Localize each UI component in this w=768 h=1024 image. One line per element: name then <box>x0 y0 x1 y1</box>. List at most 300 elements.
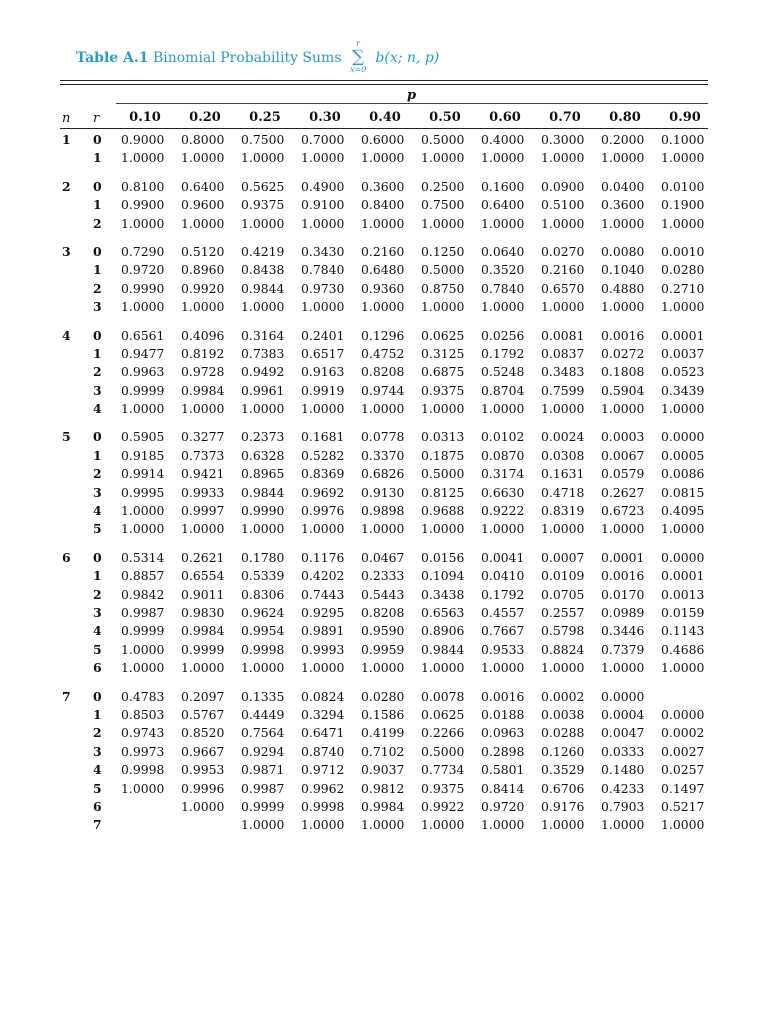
table-row <box>0 149 768 167</box>
probability-cell: 0.5217 <box>661 798 705 814</box>
probability-cell: 0.8369 <box>301 466 345 482</box>
probability-cell: 0.9999 <box>181 641 225 657</box>
n-value: 2 <box>62 178 71 194</box>
r-value: 6 <box>93 798 102 814</box>
table-title <box>76 39 440 74</box>
probability-cell: 0.8414 <box>481 780 525 796</box>
table-row <box>0 798 768 816</box>
probability-cell: 0.9624 <box>241 604 285 620</box>
table-row <box>0 816 768 834</box>
p-value-header: 0.50 <box>429 110 461 125</box>
probability-cell: 1.0000 <box>241 521 285 537</box>
header-rule <box>60 128 708 129</box>
probability-cell: 0.6517 <box>301 345 345 361</box>
table-row <box>0 586 768 604</box>
r-value: 4 <box>93 401 102 417</box>
probability-cell: 0.8750 <box>421 280 465 296</box>
probability-cell: 0.1900 <box>661 197 705 213</box>
table-row <box>0 743 768 761</box>
probability-cell: 0.1780 <box>241 549 285 565</box>
table-row <box>0 484 768 502</box>
r-value: 0 <box>93 132 102 147</box>
r-value: 4 <box>93 762 102 778</box>
probability-cell: 0.5314 <box>121 549 165 565</box>
table-group-n7 <box>0 688 768 835</box>
table-row <box>0 400 768 418</box>
p-value-header: 0.20 <box>189 110 221 125</box>
r-value: 7 <box>93 817 102 833</box>
n-value: 5 <box>62 429 71 445</box>
probability-cell: 0.4219 <box>241 243 285 259</box>
probability-cell: 1.0000 <box>421 150 465 166</box>
table-row <box>0 641 768 659</box>
probability-cell: 1.0000 <box>121 150 165 166</box>
probability-cell: 0.9962 <box>301 780 345 796</box>
probability-cell: 0.1000 <box>661 132 705 147</box>
probability-cell: 0.9185 <box>121 447 165 463</box>
probability-cell: 0.9421 <box>181 466 225 482</box>
probability-cell: 1.0000 <box>541 215 585 231</box>
r-value: 3 <box>93 604 102 620</box>
n-value: 7 <box>62 688 71 704</box>
probability-cell: 0.0989 <box>601 604 645 620</box>
probability-cell: 0.4449 <box>241 706 285 722</box>
probability-cell: 0.0047 <box>601 725 645 741</box>
probability-cell: 0.1586 <box>361 706 405 722</box>
probability-cell: 0.9295 <box>301 604 345 620</box>
probability-cell: 0.9919 <box>301 382 345 398</box>
probability-cell: 0.0837 <box>541 345 585 361</box>
probability-cell: 1.0000 <box>361 215 405 231</box>
probability-cell: 0.9933 <box>181 484 225 500</box>
probability-cell: 0.1176 <box>301 549 345 565</box>
r-value: 0 <box>93 549 102 565</box>
table-title-text: Binomial Probability Sums <box>152 50 342 66</box>
probability-cell: 0.7383 <box>241 345 285 361</box>
probability-cell: 0.1497 <box>661 780 705 796</box>
probability-cell: 0.3520 <box>481 262 525 278</box>
probability-cell: 0.4199 <box>361 725 405 741</box>
probability-cell: 0.7102 <box>361 743 405 759</box>
probability-cell: 0.6400 <box>181 178 225 194</box>
p-value-header: 0.40 <box>369 110 401 125</box>
probability-cell: 0.0067 <box>601 447 645 463</box>
probability-cell: 0.1296 <box>361 327 405 343</box>
probability-cell: 0.0270 <box>541 243 585 259</box>
probability-cell: 1.0000 <box>481 817 525 833</box>
probability-cell: 0.1335 <box>241 688 285 704</box>
p-value-header: 0.30 <box>309 110 341 125</box>
probability-cell: 0.6570 <box>541 280 585 296</box>
probability-cell: 0.0257 <box>661 762 705 778</box>
probability-cell: 0.1681 <box>301 429 345 445</box>
r-value: 5 <box>93 641 102 657</box>
probability-cell: 0.8208 <box>361 364 405 380</box>
probability-cell: 1.0000 <box>301 521 345 537</box>
probability-cell: 0.2621 <box>181 549 225 565</box>
probability-cell: 0.8125 <box>421 484 465 500</box>
probability-cell: 0.9744 <box>361 382 405 398</box>
table-row <box>0 706 768 724</box>
probability-cell: 0.9998 <box>301 798 345 814</box>
probability-cell: 0.9999 <box>121 623 165 639</box>
probability-cell: 1.0000 <box>121 521 165 537</box>
probability-cell: 0.9920 <box>181 280 225 296</box>
probability-cell: 0.3439 <box>661 382 705 398</box>
probability-cell: 1.0000 <box>421 660 465 676</box>
probability-cell: 1.0000 <box>241 150 285 166</box>
table-group-n6 <box>0 549 768 678</box>
table-row <box>0 215 768 233</box>
probability-cell: 0.1094 <box>421 568 465 584</box>
r-value: 2 <box>93 586 102 602</box>
probability-cell: 0.2500 <box>421 178 465 194</box>
probability-cell: 0.0640 <box>481 243 525 259</box>
r-value: 1 <box>93 197 102 213</box>
probability-cell: 0.9898 <box>361 503 405 519</box>
probability-cell: 0.2000 <box>601 132 645 147</box>
probability-cell: 0.9533 <box>481 641 525 657</box>
r-value: 2 <box>93 215 102 231</box>
probability-cell: 1.0000 <box>541 150 585 166</box>
probability-cell: 0.8960 <box>181 262 225 278</box>
probability-cell: 0.1480 <box>601 762 645 778</box>
probability-cell: 0.0001 <box>661 568 705 584</box>
probability-cell: 1.0000 <box>481 401 525 417</box>
probability-cell: 0.6554 <box>181 568 225 584</box>
probability-cell: 0.3529 <box>541 762 585 778</box>
r-value: 2 <box>93 364 102 380</box>
probability-cell: 1.0000 <box>421 299 465 315</box>
n-value: 6 <box>62 549 71 565</box>
probability-cell: 0.8520 <box>181 725 225 741</box>
probability-cell: 0.0963 <box>481 725 525 741</box>
probability-cell: 0.2266 <box>421 725 465 741</box>
table-group-n1 <box>0 131 768 168</box>
probability-cell: 0.6706 <box>541 780 585 796</box>
probability-cell: 1.0000 <box>541 817 585 833</box>
probability-cell: 0.9990 <box>121 280 165 296</box>
probability-cell: 0.2627 <box>601 484 645 500</box>
table-row <box>0 447 768 465</box>
probability-cell: 0.2160 <box>541 262 585 278</box>
probability-cell: 0.8100 <box>121 178 165 194</box>
probability-cell: 0.4202 <box>301 568 345 584</box>
probability-cell: 0.0256 <box>481 327 525 343</box>
probability-cell: 0.0824 <box>301 688 345 704</box>
probability-cell: 0.2401 <box>301 327 345 343</box>
probability-cell: 0.8857 <box>121 568 165 584</box>
probability-cell: 0.0280 <box>361 688 405 704</box>
sigma-glyph: ∑ <box>351 47 365 67</box>
table-row <box>0 780 768 798</box>
table-row <box>0 724 768 742</box>
probability-cell: 1.0000 <box>481 660 525 676</box>
probability-cell: 0.3430 <box>301 243 345 259</box>
probability-cell: 0.2710 <box>661 280 705 296</box>
probability-cell: 0.9959 <box>361 641 405 657</box>
probability-cell: 0.9891 <box>301 623 345 639</box>
probability-cell: 0.7840 <box>301 262 345 278</box>
probability-cell: 1.0000 <box>601 401 645 417</box>
probability-cell: 0.9477 <box>121 345 165 361</box>
p-value-header: 0.60 <box>489 110 521 125</box>
probability-cell: 0.0159 <box>661 604 705 620</box>
probability-cell: 1.0000 <box>241 817 285 833</box>
probability-cell: 0.4752 <box>361 345 405 361</box>
probability-cell: 0.9100 <box>301 197 345 213</box>
probability-cell: 0.0004 <box>601 706 645 722</box>
probability-cell: 0.9600 <box>181 197 225 213</box>
probability-cell: 0.4557 <box>481 604 525 620</box>
probability-cell: 0.3600 <box>361 178 405 194</box>
table-row <box>0 131 768 149</box>
p-header: p <box>407 88 417 103</box>
probability-cell: 1.0000 <box>241 660 285 676</box>
probability-cell: 0.9842 <box>121 586 165 602</box>
probability-cell: 0.9130 <box>361 484 405 500</box>
probability-cell: 0.8503 <box>121 706 165 722</box>
probability-cell: 0.0778 <box>361 429 405 445</box>
probability-cell: 1.0000 <box>601 660 645 676</box>
probability-cell: 0.4095 <box>661 503 705 519</box>
probability-cell: 0.0102 <box>481 429 525 445</box>
probability-cell: 1.0000 <box>121 299 165 315</box>
probability-cell: 1.0000 <box>661 299 705 315</box>
probability-cell: 0.5000 <box>421 132 465 147</box>
probability-cell: 0.7564 <box>241 725 285 741</box>
table-row <box>0 327 768 345</box>
table-row <box>0 243 768 261</box>
probability-cell: 1.0000 <box>541 521 585 537</box>
probability-cell: 0.8704 <box>481 382 525 398</box>
n-value: 1 <box>62 132 71 147</box>
probability-cell: 0.9844 <box>241 280 285 296</box>
probability-cell: 0.5443 <box>361 586 405 602</box>
table-row <box>0 382 768 400</box>
probability-cell: 0.6480 <box>361 262 405 278</box>
probability-cell: 0.5801 <box>481 762 525 778</box>
probability-cell: 0.9954 <box>241 623 285 639</box>
probability-cell: 0.7373 <box>181 447 225 463</box>
probability-cell: 0.6400 <box>481 197 525 213</box>
probability-cell: 0.9961 <box>241 382 285 398</box>
probability-cell: 0.9844 <box>421 641 465 657</box>
r-value: 5 <box>93 780 102 796</box>
probability-cell: 0.9995 <box>121 484 165 500</box>
probability-cell: 0.3164 <box>241 327 285 343</box>
r-value: 0 <box>93 178 102 194</box>
p-value-header: 0.10 <box>129 110 161 125</box>
probability-cell: 1.0000 <box>301 299 345 315</box>
probability-cell: 0.8208 <box>361 604 405 620</box>
probability-cell: 0.7840 <box>481 280 525 296</box>
table-row <box>0 604 768 622</box>
probability-cell: 0.3438 <box>421 586 465 602</box>
r-value: 2 <box>93 466 102 482</box>
r-value: 1 <box>93 706 102 722</box>
probability-cell: 0.8438 <box>241 262 285 278</box>
probability-cell: 1.0000 <box>661 215 705 231</box>
probability-cell: 0.9997 <box>181 503 225 519</box>
probability-cell: 0.7379 <box>601 641 645 657</box>
probability-cell: 0.9990 <box>241 503 285 519</box>
probability-cell: 1.0000 <box>481 150 525 166</box>
probability-cell: 0.6630 <box>481 484 525 500</box>
r-value: 0 <box>93 243 102 259</box>
table-row <box>0 761 768 779</box>
probability-cell: 1.0000 <box>301 660 345 676</box>
p-header-rule <box>116 103 708 104</box>
r-value: 3 <box>93 299 102 315</box>
column-header-n: n <box>62 111 71 126</box>
probability-cell: 0.9984 <box>181 382 225 398</box>
probability-cell: 1.0000 <box>661 660 705 676</box>
probability-cell: 1.0000 <box>181 660 225 676</box>
probability-cell: 1.0000 <box>541 660 585 676</box>
probability-cell: 0.7599 <box>541 382 585 398</box>
probability-cell: 0.5625 <box>241 178 285 194</box>
probability-cell: 1.0000 <box>481 215 525 231</box>
probability-cell: 0.0041 <box>481 549 525 565</box>
top-rule-double <box>60 84 708 85</box>
probability-cell: 0.0038 <box>541 706 585 722</box>
probability-cell: 0.5248 <box>481 364 525 380</box>
probability-cell: 0.2160 <box>361 243 405 259</box>
probability-cell: 0.9375 <box>421 780 465 796</box>
probability-cell: 1.0000 <box>601 817 645 833</box>
probability-cell: 0.9987 <box>241 780 285 796</box>
probability-cell: 0.2373 <box>241 429 285 445</box>
probability-cell: 0.5100 <box>541 197 585 213</box>
probability-cell: 1.0000 <box>361 150 405 166</box>
probability-cell: 0.9743 <box>121 725 165 741</box>
n-value: 3 <box>62 243 71 259</box>
probability-cell: 0.8740 <box>301 743 345 759</box>
probability-cell: 0.0000 <box>661 549 705 565</box>
probability-cell: 0.4000 <box>481 132 525 147</box>
probability-cell: 0.0467 <box>361 549 405 565</box>
probability-cell: 1.0000 <box>421 817 465 833</box>
probability-cell: 0.7000 <box>301 132 345 147</box>
probability-cell: 0.7667 <box>481 623 525 639</box>
probability-cell: 0.3446 <box>601 623 645 639</box>
summation-lower: x=0 <box>349 65 367 74</box>
probability-cell: 0.0000 <box>661 429 705 445</box>
probability-cell: 0.9999 <box>121 382 165 398</box>
probability-cell: 0.9830 <box>181 604 225 620</box>
probability-cell: 1.0000 <box>181 299 225 315</box>
probability-cell: 0.5798 <box>541 623 585 639</box>
probability-cell: 0.0523 <box>661 364 705 380</box>
probability-cell: 0.1260 <box>541 743 585 759</box>
p-value-header: 0.25 <box>249 110 281 125</box>
probability-cell: 1.0000 <box>361 401 405 417</box>
r-value: 1 <box>93 262 102 278</box>
probability-cell: 0.0010 <box>661 243 705 259</box>
probability-cell: 0.0016 <box>601 327 645 343</box>
probability-cell: 0.0625 <box>421 327 465 343</box>
probability-cell: 0.2097 <box>181 688 225 704</box>
probability-cell: 0.9720 <box>121 262 165 278</box>
probability-cell: 1.0000 <box>601 299 645 315</box>
probability-cell: 0.9984 <box>181 623 225 639</box>
probability-cell: 0.0109 <box>541 568 585 584</box>
probability-cell: 1.0000 <box>301 215 345 231</box>
probability-cell: 0.9998 <box>241 641 285 657</box>
table-row <box>0 196 768 214</box>
probability-cell: 1.0000 <box>481 299 525 315</box>
table-row <box>0 622 768 640</box>
probability-cell: 0.0705 <box>541 586 585 602</box>
r-value: 2 <box>93 725 102 741</box>
probability-cell: 0.0001 <box>601 549 645 565</box>
r-value: 0 <box>93 327 102 343</box>
probability-cell: 0.3370 <box>361 447 405 463</box>
probability-cell: 0.9667 <box>181 743 225 759</box>
probability-cell: 1.0000 <box>301 817 345 833</box>
probability-cell: 1.0000 <box>481 521 525 537</box>
probability-cell: 0.9871 <box>241 762 285 778</box>
probability-cell: 0.9375 <box>421 382 465 398</box>
probability-cell: 1.0000 <box>181 150 225 166</box>
table-title-expression: b(x; n, p) <box>375 50 440 66</box>
probability-cell: 0.8319 <box>541 503 585 519</box>
probability-cell: 0.0024 <box>541 429 585 445</box>
probability-cell: 0.9984 <box>361 798 405 814</box>
probability-cell: 0.9987 <box>121 604 165 620</box>
probability-cell: 0.0815 <box>661 484 705 500</box>
probability-cell: 0.1631 <box>541 466 585 482</box>
probability-cell: 0.7734 <box>421 762 465 778</box>
probability-cell: 0.2333 <box>361 568 405 584</box>
probability-cell: 0.0000 <box>661 706 705 722</box>
table-row <box>0 465 768 483</box>
probability-cell: 0.0313 <box>421 429 465 445</box>
probability-cell: 0.9730 <box>301 280 345 296</box>
probability-cell: 0.0037 <box>661 345 705 361</box>
probability-cell: 0.8906 <box>421 623 465 639</box>
probability-cell: 0.5905 <box>121 429 165 445</box>
probability-cell: 1.0000 <box>241 215 285 231</box>
probability-cell: 1.0000 <box>361 299 405 315</box>
probability-cell: 0.5339 <box>241 568 285 584</box>
probability-cell: 0.0081 <box>541 327 585 343</box>
table-row <box>0 688 768 706</box>
probability-cell: 0.9590 <box>361 623 405 639</box>
probability-cell: 0.6723 <box>601 503 645 519</box>
column-header-r: r <box>93 111 100 126</box>
probability-cell: 1.0000 <box>421 401 465 417</box>
probability-cell: 0.9360 <box>361 280 405 296</box>
probability-cell: 1.0000 <box>661 150 705 166</box>
probability-cell: 0.0170 <box>601 586 645 602</box>
probability-cell: 0.0078 <box>421 688 465 704</box>
probability-cell: 1.0000 <box>121 401 165 417</box>
probability-cell: 0.8965 <box>241 466 285 482</box>
r-value: 1 <box>93 447 102 463</box>
probability-cell: 0.4900 <box>301 178 345 194</box>
probability-cell: 1.0000 <box>361 817 405 833</box>
table-row <box>0 520 768 538</box>
probability-cell: 1.0000 <box>601 521 645 537</box>
r-value: 3 <box>93 743 102 759</box>
probability-cell: 0.2557 <box>541 604 585 620</box>
probability-cell: 0.9963 <box>121 364 165 380</box>
probability-cell: 0.5000 <box>421 743 465 759</box>
probability-cell: 0.9999 <box>241 798 285 814</box>
probability-cell: 0.1143 <box>661 623 705 639</box>
